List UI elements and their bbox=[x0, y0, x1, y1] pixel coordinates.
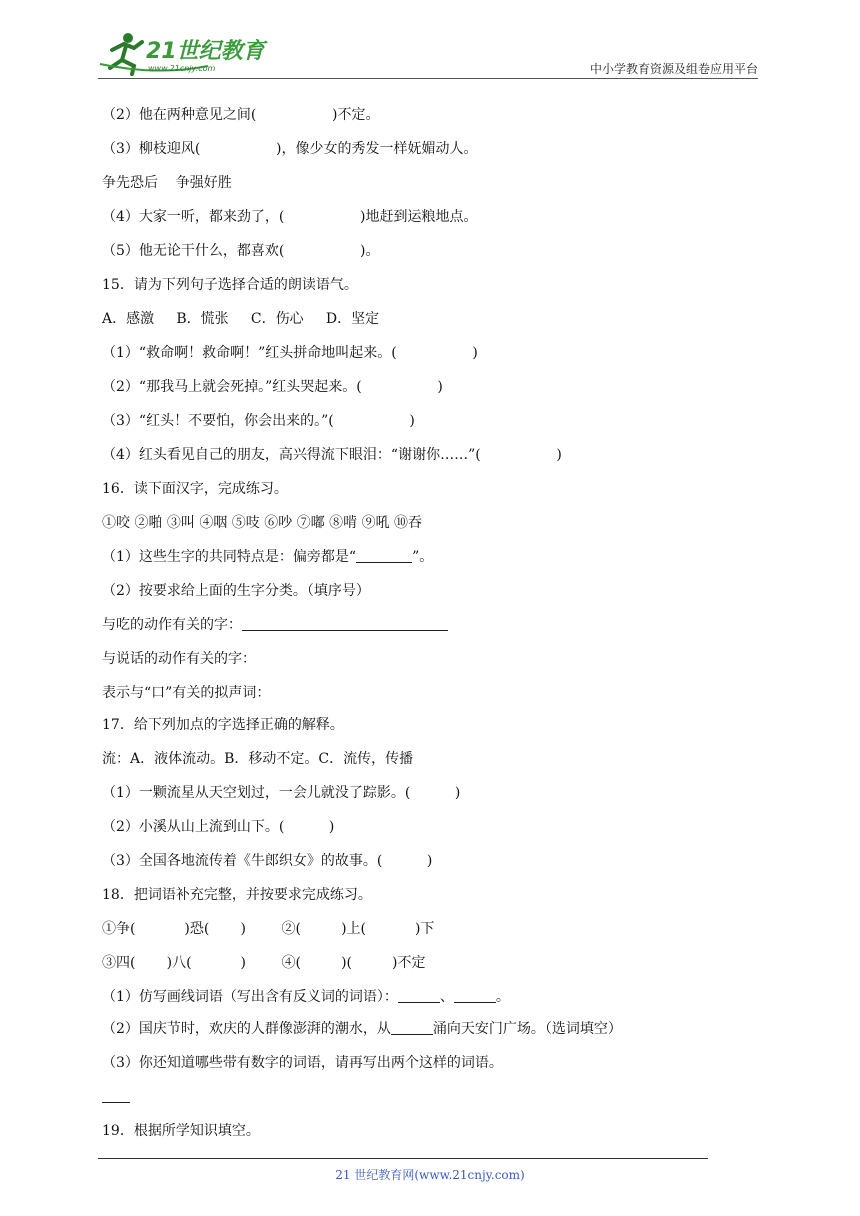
logo bbox=[98, 30, 268, 76]
question-line: （3）你还知道哪些带有数字的词语，请再写出两个这样的词语。 bbox=[102, 1055, 503, 1071]
question-line: （2）“那我马上就会死掉。”红头哭起来。( ) bbox=[102, 379, 443, 395]
question-line bbox=[102, 988, 510, 1006]
question-line: （1）一颗流星从天空划过，一会儿就没了踪影。( ) bbox=[102, 785, 461, 801]
question-18-title: 18．把词语补充完整，并按要求完成练习。 bbox=[102, 887, 372, 903]
prompt-text: （2）国庆节时，欢庆的人群像澎湃的潮水，从 bbox=[102, 1021, 391, 1037]
prompt-text: 与吃的动作有关的字： bbox=[102, 617, 242, 633]
prompt-text: 、 bbox=[439, 989, 454, 1005]
prompt-text: 。 bbox=[495, 989, 510, 1005]
question-line bbox=[102, 548, 433, 566]
answer-blank[interactable] bbox=[102, 1088, 130, 1103]
character-list: ①咬 ②啪 ③叫 ④咽 ⑤吱 ⑥吵 ⑦嘟 ⑧啃 ⑨吼 ⑩吞 bbox=[102, 515, 423, 531]
runner-logo-icon bbox=[98, 30, 268, 76]
question-line: （4）红头看见自己的朋友，高兴得流下眼泪：“谢谢你……”( ) bbox=[102, 447, 562, 463]
question-15-options: A．感激 B．慌张 C．伤心 D．坚定 bbox=[102, 311, 380, 327]
question-19-title: 19．根据所学知识填空。 bbox=[102, 1123, 260, 1139]
question-line bbox=[102, 1020, 622, 1038]
answer-blank[interactable] bbox=[356, 548, 412, 563]
svg-text:www.21cnjy.com: www.21cnjy.com bbox=[148, 64, 216, 73]
svg-text:21世纪教育: 21世纪教育 bbox=[146, 39, 265, 64]
definition-line: 流：A．液体流动。B．移动不定。C．流传，传播 bbox=[102, 751, 414, 767]
question-line: （2）小溪从山上流到山下。( ) bbox=[102, 819, 335, 835]
footer-divider bbox=[98, 1158, 708, 1159]
page-header bbox=[98, 30, 758, 80]
question-line bbox=[102, 616, 448, 634]
answer-blank[interactable] bbox=[398, 988, 440, 1003]
answer-blank[interactable] bbox=[454, 988, 496, 1003]
footer-link[interactable]: 21 世纪教育网(www.21cnjy.com) bbox=[335, 1168, 525, 1182]
prompt-text: 涌向天安门广场。（选词填空） bbox=[432, 1021, 622, 1037]
question-line: （4）大家一听，都来劲了，( )地赶到运粮地点。 bbox=[102, 209, 478, 225]
question-16-title: 16．读下面汉字，完成练习。 bbox=[102, 481, 288, 497]
word-fill-row: ①争( )恐( ) ②( )上( )下 bbox=[102, 921, 435, 937]
answer-line bbox=[102, 1088, 130, 1106]
header-divider bbox=[98, 78, 758, 79]
prompt-text: （1）仿写画线词语（写出含有反义词的词语）： bbox=[102, 989, 398, 1005]
question-line: （3）柳枝迎风( )，像少女的秀发一样妩媚动人。 bbox=[102, 141, 478, 157]
question-15-title: 15．请为下列句子选择合适的朗读语气。 bbox=[102, 277, 358, 293]
question-17-title: 17．给下列加点的字选择正确的解释。 bbox=[102, 717, 344, 733]
answer-blank[interactable] bbox=[242, 616, 448, 631]
question-line: （2）他在两种意见之间( )不定。 bbox=[102, 107, 380, 123]
question-line: （5）他无论干什么，都喜欢( )。 bbox=[102, 243, 380, 259]
platform-name: 中小学教育资源及组卷应用平台 bbox=[589, 62, 758, 76]
question-line: （3）“红头！不要怕，你会出来的。”( ) bbox=[102, 413, 415, 429]
word-options: 争先恐后 争强好胜 bbox=[102, 175, 232, 191]
prompt-text: （1）这些生字的共同特点是：偏旁都是“ bbox=[102, 549, 357, 565]
word-fill-row: ③四( )八( ) ④( )( )不定 bbox=[102, 955, 426, 971]
prompt-text: ”。 bbox=[412, 549, 434, 565]
question-line: 表示与“口”有关的拟声词： bbox=[102, 685, 271, 701]
question-line: （3）全国各地流传着《牛郎织女》的故事。( ) bbox=[102, 853, 433, 869]
question-line: 与说话的动作有关的字： bbox=[102, 651, 256, 667]
question-line: （1）“救命啊！救命啊！”红头拼命地叫起来。( ) bbox=[102, 345, 478, 361]
question-line: （2）按要求给上面的生字分类。（填序号） bbox=[102, 583, 370, 599]
answer-blank[interactable] bbox=[391, 1020, 433, 1035]
